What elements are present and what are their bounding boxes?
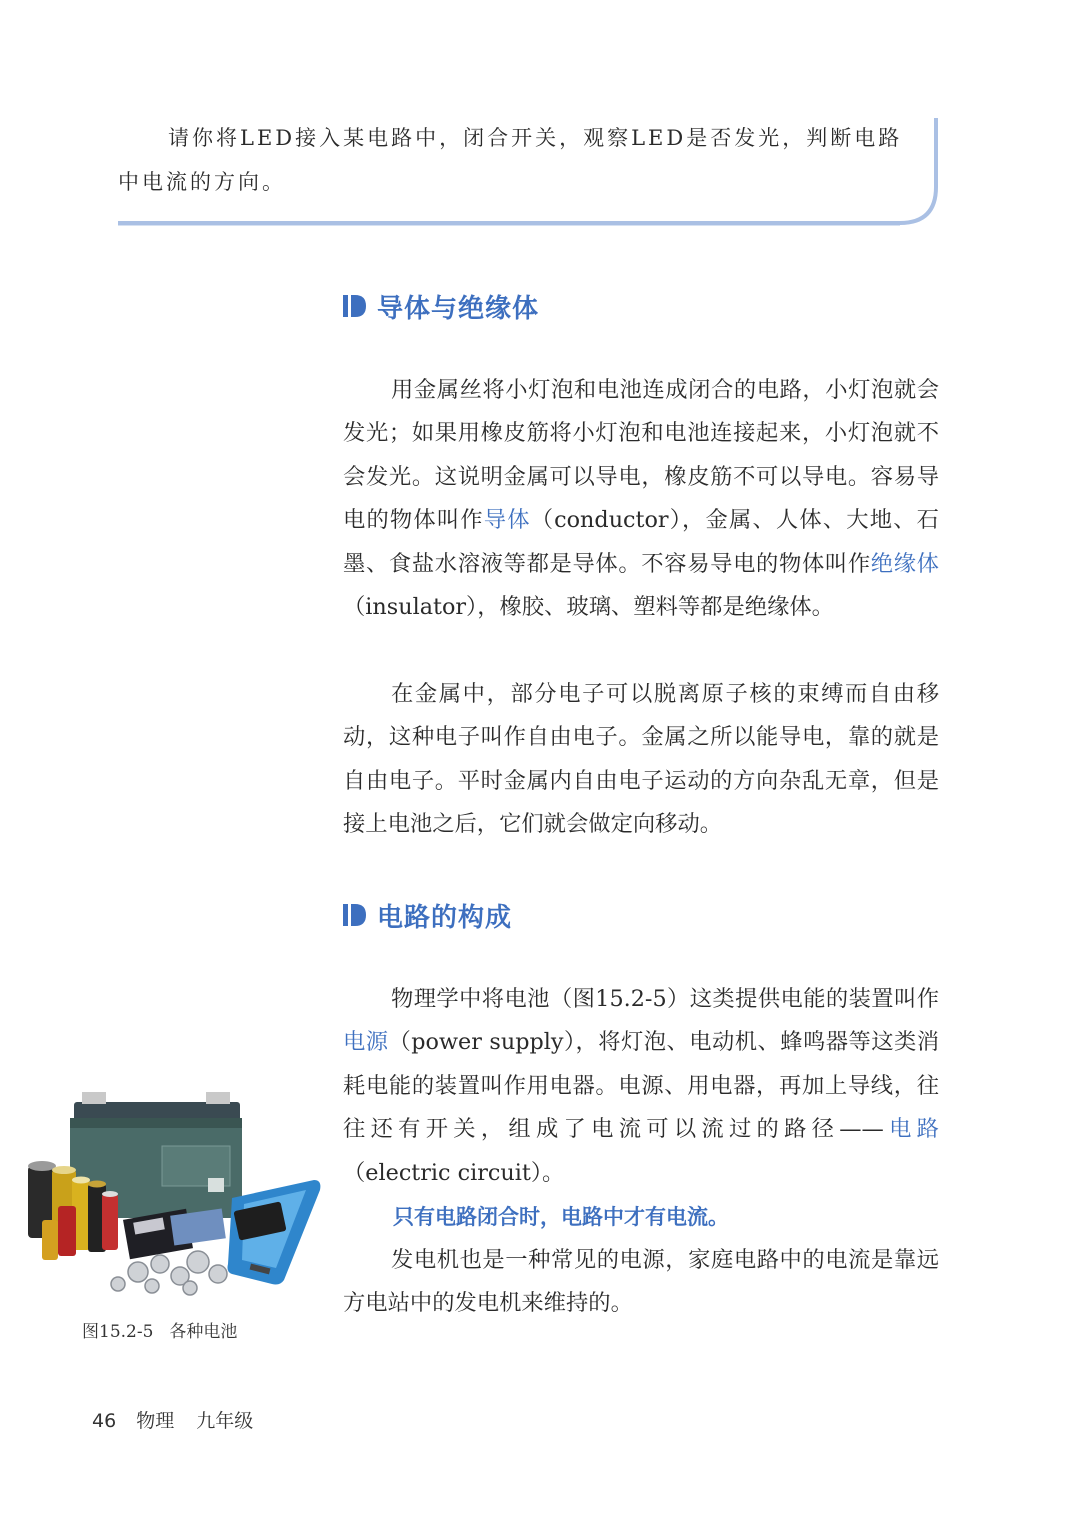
paragraph-text: 物理学中将电池（图15.2-5）这类提供电能的装置叫作 [391, 986, 939, 1012]
coin-batteries [111, 1251, 227, 1295]
section-title: 电路的构成 [377, 902, 513, 933]
book-grade: 九年级 [196, 1410, 254, 1432]
figure-caption [82, 1317, 253, 1342]
paragraph-free-electrons: 在金属中，部分电子可以脱离原子核的束缚而自由移动，这种电子叫作自由电子。金属之所以能导电，靠的就是自由电子。平时金属内自由电子运动的方向杂乱无章，但是接上电池之后，它们就会做定向移动。 [343, 681, 939, 838]
figure-number: 图15.2-5 [82, 1322, 154, 1342]
key-statement: 只有电路闭合时，电路中才有电流。 [393, 1205, 729, 1229]
section-marker-icon [343, 293, 367, 319]
paragraph-text: 用金属丝将小灯泡和电池连成闭合的电路，小灯泡就会发光；如果用橡皮筋将小灯泡和电池连接起来，小灯泡就不会发光。这说明金属可以导电，橡皮筋不可以导电。容易导电的物体叫作 [343, 377, 939, 534]
page-number: 46 [92, 1410, 117, 1432]
activity-text: 请你将LED接入某电路中，闭合开关，观察LED是否发光，判断电路中电流的方向。 [118, 126, 903, 194]
term-power-supply: 电源 [343, 1029, 389, 1056]
paragraph-circuit [343, 978, 939, 1195]
section-marker-icon [343, 902, 367, 928]
paragraph-generator: 发电机也是一种常见的电源，家庭电路中的电流是靠远方电站中的发电机来维持的。 [343, 1247, 939, 1317]
section-heading-circuit [343, 895, 512, 935]
term-circuit: 电路 [883, 1116, 939, 1143]
term-insulator: 绝缘体 [870, 550, 939, 577]
paragraph-text: （insulator），橡胶、玻璃、塑料等都是绝缘体。 [343, 594, 834, 621]
paragraph-conductors [343, 369, 939, 629]
paragraph-text: （power supply），将灯泡、电动机、蜂鸣器等这类消耗电能的装置叫作用电器。电源、用电器，再加上导线，往往还有开关，组成了电流可以流过的路径—— [343, 1029, 939, 1143]
activity-box [118, 110, 940, 226]
section-title: 导体与绝缘体 [377, 293, 540, 324]
figure-caption-text: 各种电池 [169, 1322, 238, 1342]
batteries-illustration [22, 1088, 322, 1298]
term-conductor: 导体 [483, 507, 531, 534]
section-heading-conductors [343, 286, 539, 326]
paragraph-text: （electric circuit）。 [343, 1159, 565, 1186]
paragraph-text: （conductor），金属、人体、大地、石墨、食盐水溶液等都是导体。不容易导电的物体叫作 [343, 507, 939, 577]
book-subject: 物理 [136, 1410, 175, 1432]
page-footer [92, 1406, 253, 1433]
